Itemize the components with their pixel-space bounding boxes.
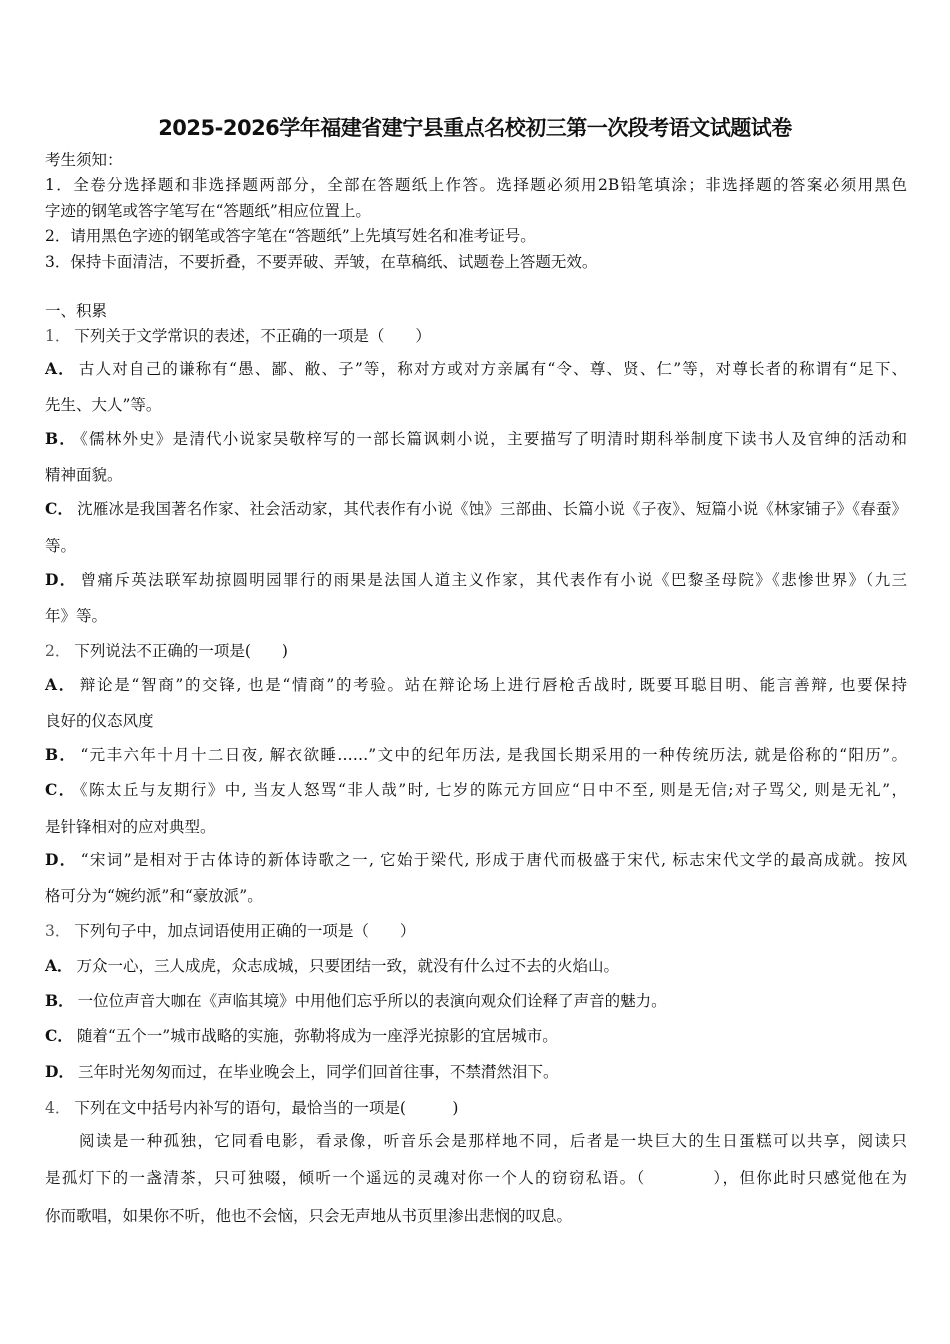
option-text: “宋词”是相对于古体诗的新体诗歌之一, 它始于梁代, 形成于唐代而极盛于宋代, 标志宋代文学的最高成就。按风 [80,851,907,869]
option-label: C． [45,1026,73,1045]
option-label: A． [45,675,76,694]
option-text: 沈雁冰是我国著名作家、社会活动家，其代表作有小说《蚀》三部曲、长篇小说《子夜》、短篇小说《林家铺子》《春蚕》 [77,500,907,518]
stem-text: 下列在文中括号内补写的语句，最恰当的一项是( ) [74,1099,459,1117]
question-number: 3． [45,922,71,940]
option-label: D． [45,850,77,869]
option-label: B． [45,745,77,764]
option-text: 曾痛斥英法联军劫掠圆明园罪行的雨果是法国人道主义作家，其代表作有小说《巴黎圣母院》《悲惨世界》（九三 [80,571,907,589]
option-label: A． [45,359,75,378]
option-a-cont: 良好的仪态风度 [45,712,154,730]
question-stem [45,641,907,661]
option-label: B． [45,991,74,1010]
option-c-cont: 是针锋相对的应对典型。 [45,818,216,836]
passage-line: 是孤灯下的一盏清茶，只可独啜，倾听一个遥远的灵魂对你一个人的窃窃私语。（ ），但你此时只感觉他在为 [45,1169,907,1187]
option-label: A． [45,956,73,975]
question-number: 1． [45,327,71,345]
option-d [45,570,907,590]
question-stem [45,326,907,346]
option-text: 三年时光匆匆而过，在毕业晚会上，同学们回首往事，不禁潸然泪下。 [77,1063,559,1081]
passage-line: 阅读是一种孤独，它同看电影，看录像，听音乐会是那样地不同，后者是一块巨大的生日蛋糕可以共享，阅读只 [79,1132,907,1150]
option-text: 一位位声音大咖在《声临其境》中用他们忘乎所以的表演向观众们诠释了声音的魅力。 [77,992,667,1010]
question-number: 4． [45,1099,71,1117]
option-d [45,850,907,870]
option-text: 古人对自己的谦称有“愚、鄙、敝、子”等，称对方或对方亲属有“令、尊、贤、仁”等，对尊长者的称谓有“足下、 [78,360,908,378]
notice-line: 1．全卷分选择题和非选择题两部分，全部在答题纸上作答。选择题必须用2B铅笔填涂；非选择题的答案必须用黑色 [45,176,907,194]
option-label: D． [45,570,77,589]
option-label: D． [45,1062,74,1081]
stem-text: 下列说法不正确的一项是( ) [74,642,288,660]
notice-heading: 考生须知： [45,151,123,169]
option-c [45,1026,907,1046]
option-text: 《儒林外史》是清代小说家吴敬梓写的一部长篇讽刺小说，主要描写了明清时期科举制度下读书人及官绅的活动和 [80,430,907,448]
option-b [45,429,907,449]
option-c [45,780,907,800]
option-c-cont: 等。 [45,537,77,555]
option-text: 随着“五个一”城市战略的实施，弥勒将成为一座浮光掠影的宜居城市。 [76,1027,558,1045]
option-b-cont: 精神面貌。 [45,466,123,484]
option-label: C． [45,499,74,518]
notice-line: 3．保持卡面清洁，不要折叠，不要弄破、弄皱，在草稿纸、试题卷上答题无效。 [45,253,598,271]
option-a [45,956,907,976]
option-a [45,675,907,695]
option-a-cont: 先生、大人”等。 [45,396,162,414]
option-text: 辩论是“智商”的交锋, 也是“情商”的考验。站在辩论场上进行唇枪舌战时, 既要耳聪目明、能言善辩, 也要保持 [79,676,908,694]
notice-line: 字迹的钢笔或答字笔写在“答题纸”相应位置上。 [45,202,371,220]
page-title: 2025-2026学年福建省建宁县重点名校初三第一次段考语文试题试卷 [158,116,792,140]
option-text: “元丰六年十月十二日夜, 解衣欲睡……”文中的纪年历法, 是我国长期采用的一种传统历法, 就是俗称的“阳历”。 [80,746,907,764]
option-d [45,1062,907,1082]
stem-text: 下列关于文学常识的表述，不正确的一项是（ ） [74,327,431,345]
option-label: B． [45,429,77,448]
question-stem [45,921,907,941]
passage-line: 你而歌唱，如果你不听，他也不会恼，只会无声地从书页里渗出悲悯的叹息。 [45,1207,573,1225]
option-text: 《陈太丘与友期行》中, 当友人怒骂“非人哉”时, 七岁的陈元方回应“日中不至, 则是无信;对子骂父, 则是无礼”， [79,781,908,799]
option-label: C． [45,780,76,799]
option-d-cont: 格可分为“婉约派”和“豪放派”。 [45,887,263,905]
option-b [45,991,907,1011]
notice-line: 2．请用黑色字迹的钢笔或答字笔在“答题纸”上先填写姓名和准考证号。 [45,227,536,245]
option-text: 万众一心，三人成虎，众志成城，只要团结一致，就没有什么过不去的火焰山。 [76,957,620,975]
question-stem [45,1098,907,1118]
option-d-cont: 年》等。 [45,607,108,625]
question-number: 2． [45,642,71,660]
option-c [45,499,907,519]
option-b [45,745,907,765]
option-a [45,359,907,379]
stem-text: 下列句子中，加点词语使用正确的一项是（ ） [74,922,416,940]
section-heading: 一、积累 [45,302,108,320]
